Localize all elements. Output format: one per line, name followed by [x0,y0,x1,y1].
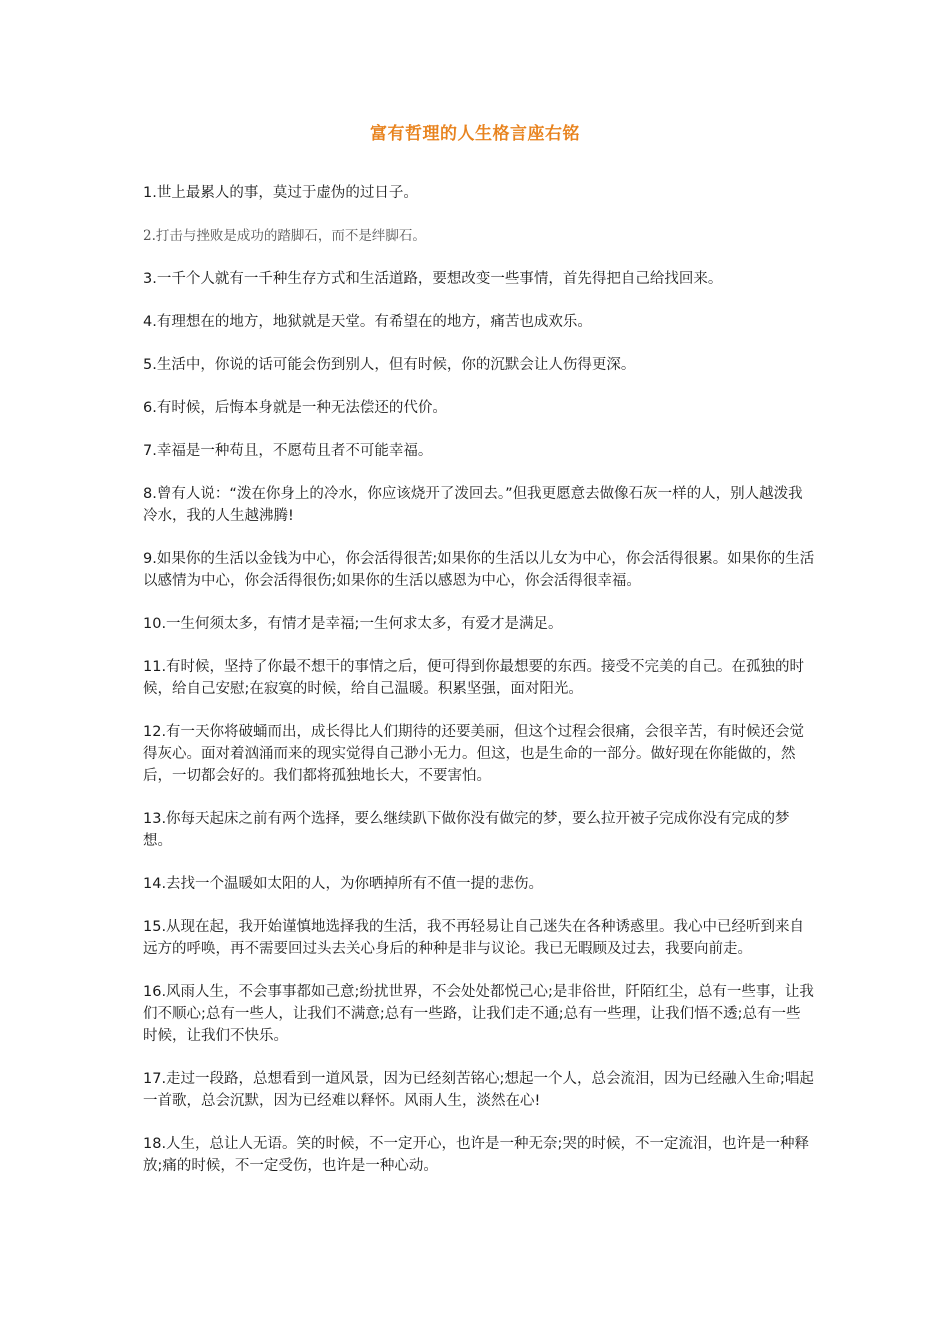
document-title: 富有哲理的人生格言座右铭 [370,124,580,144]
quote-item: 6.有时候，后悔本身就是一种无法偿还的代价。 [143,400,447,416]
quote-item: 1.世上最累人的事，莫过于虚伪的过日子。 [143,185,418,201]
quote-item: 12.有一天你将破蛹而出，成长得比人们期待的还要美丽，但这个过程会很痛，会很辛苦，有时候还会觉得灰心。面对着汹涌而来的现实觉得自己渺小无力。但这，也是生命的一部分。做好现在你能做的，然后，一切都会好的。我们都将孤独地长大，不要害怕。 [143,724,805,784]
quote-item: 8.曾有人说：“泼在你身上的冷水，你应该烧开了泼回去。”但我更愿意去做像石灰一样的人，别人越泼我冷水，我的人生越沸腾! [143,486,803,524]
quote-item: 16.风雨人生，不会事事都如己意;纷扰世界，不会处处都悦己心;是非俗世，阡陌红尘，总有一些事，让我们不顺心;总有一些人，让我们不满意;总有一些路，让我们走不通;总有一些理，让我们悟不透;总有一些时候，让我们不快乐。 [143,984,814,1044]
quote-item: 3.一千个人就有一千种生存方式和生活道路，要想改变一些事情，首先得把自己给找回来。 [143,271,723,287]
quote-item: 5.生活中，你说的话可能会伤到别人，但有时候，你的沉默会让人伤得更深。 [143,357,636,373]
quote-item: 13.你每天起床之前有两个选择，要么继续趴下做你没有做完的梦，要么拉开被子完成你没有完成的梦想。 [143,811,790,849]
quote-item: 10.一生何须太多，有情才是幸福;一生何求太多，有爱才是满足。 [143,616,563,632]
quote-item: 15.从现在起，我开始谨慎地选择我的生活，我不再轻易让自己迷失在各种诱惑里。我心中已经听到来自远方的呼唤，再不需要回过头去关心身后的种种是非与议论。我已无暇顾及过去，我要向前走。 [143,919,805,957]
quote-item: 11.有时候，坚持了你最不想干的事情之后，便可得到你最想要的东西。接受不完美的自己。在孤独的时候，给自己安慰;在寂寞的时候，给自己温暖。积累坚强，面对阳光。 [143,659,805,697]
quote-item: 7.幸福是一种苟且，不愿苟且者不可能幸福。 [143,443,433,459]
quote-list [143,182,815,1198]
quote-item: 17.走过一段路，总想看到一道风景，因为已经刻苦铭心;想起一个人，总会流泪，因为已经融入生命;唱起一首歌，总会沉默，因为已经难以释怀。风雨人生，淡然在心! [143,1071,814,1109]
quote-item: 9.如果你的生活以金钱为中心，你会活得很苦;如果你的生活以儿女为中心，你会活得很累。如果你的生活以感情为中心，你会活得很伤;如果你的生活以感恩为中心，你会活得很幸福。 [143,551,815,589]
quote-item: 2.打击与挫败是成功的踏脚石，而不是绊脚石。 [143,228,426,244]
quote-item: 18.人生，总让人无语。笑的时候，不一定开心，也许是一种无奈;哭的时候，不一定流泪，也许是一种释放;痛的时候，不一定受伤，也许是一种心动。 [143,1136,809,1174]
quote-item: 4.有理想在的地方，地狱就是天堂。有希望在的地方，痛苦也成欢乐。 [143,314,592,330]
quote-item: 14.去找一个温暖如太阳的人，为你晒掉所有不值一提的悲伤。 [143,876,544,892]
